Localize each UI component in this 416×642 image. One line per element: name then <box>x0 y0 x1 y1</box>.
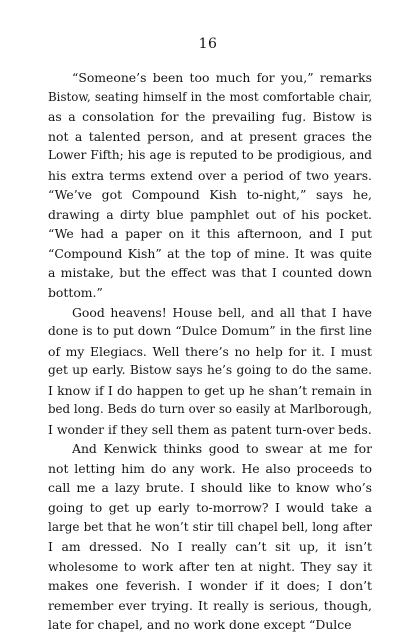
text-line: not a talented person, and at present graces the <box>48 128 372 144</box>
text-line: done is to put down “Dulce Domum” in the first line <box>48 324 372 339</box>
text-line: of my Elegiacs. Well there’s no help for it. I must <box>48 343 372 359</box>
text-line: drawing a dirty blue pamphlet out of his pocket. <box>48 206 372 222</box>
text-line: “We’ve got Compound Kish to-night,” says he, <box>48 187 372 203</box>
text-line: makes one feverish. I wonder if it does; I don’t <box>48 578 372 594</box>
text-line: Lower Fifth; his age is reputed to be prodigious, and <box>48 148 372 163</box>
text-line: call me a lazy brute. I should like to know who’s <box>48 480 372 496</box>
body-text <box>48 68 372 635</box>
text-line: a mistake, but the effect was that I counted down <box>48 265 372 281</box>
text-line: bottom.” <box>48 285 103 301</box>
text-line: “We had a paper on it this afternoon, and I put <box>48 226 372 242</box>
text-line: remember ever trying. It really is serious, though, <box>48 597 372 613</box>
text-line: I know if I do happen to get up he shan’t remain in <box>48 382 372 398</box>
text-line: Good heavens! House bell, and all that I have <box>72 304 372 320</box>
text-line: his extra terms extend over a period of two years. <box>48 167 372 183</box>
text-line: not letting him do any work. He also proceeds to <box>48 460 372 476</box>
text-line: bed long. Beds do turn over so easily at Marlborough, <box>48 402 372 417</box>
page-number: 16 <box>198 36 218 52</box>
text-line: as a consolation for the prevailing fug. Bistow is <box>48 109 372 125</box>
text-line: “Compound Kish” at the top of mine. It was quite <box>48 245 372 261</box>
text-line: large bet that he won’t stir till chapel bell, long after <box>48 519 372 534</box>
text-line: Bistow, seating himself in the most comfortable chair, <box>48 89 372 104</box>
text-line: I wonder if they sell them as patent turn-over beds. <box>48 421 372 437</box>
text-line: going to get up early to-morrow? I would take a <box>48 500 372 516</box>
text-line: “Someone’s been too much for you,” remarks <box>72 70 372 85</box>
text-line: I am dressed. No I really can’t sit up, it isn’t <box>48 539 372 555</box>
text-line: wholesome to work after ten at night. They say it <box>48 558 372 574</box>
text-line: get up early. Bistow says he’s going to do the same. <box>48 363 372 378</box>
text-line: And Kenwick thinks good to swear at me for <box>72 441 372 457</box>
text-line: late for chapel, and no work done except “Dulce <box>48 617 352 633</box>
